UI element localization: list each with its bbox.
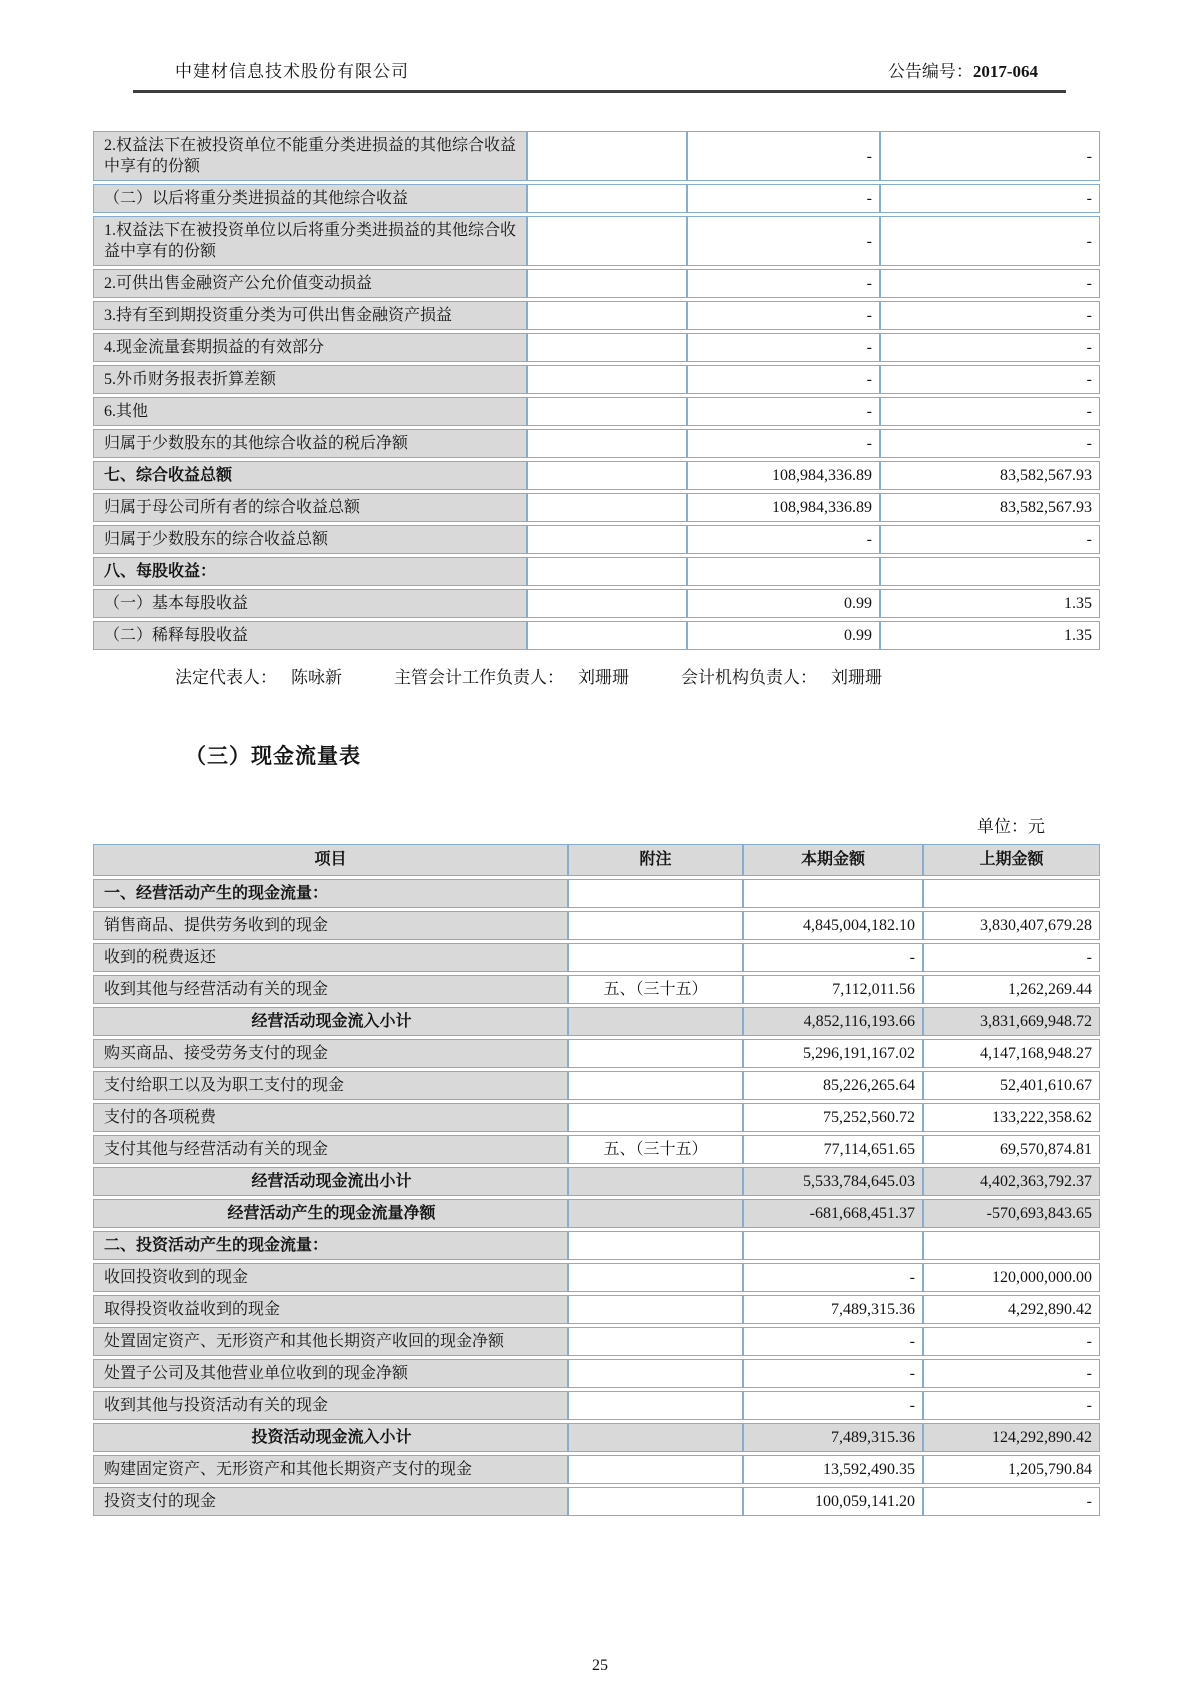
table-row: [93, 975, 1100, 1004]
prior-cell: [880, 557, 1100, 586]
table-row: [93, 1231, 1100, 1260]
prior-cell: -570,693,843.65: [923, 1199, 1100, 1228]
table-row: [93, 461, 1100, 490]
current-cell: -: [687, 184, 880, 213]
label-cell: 处置固定资产、无形资产和其他长期资产收回的现金净额: [93, 1327, 568, 1356]
table-row: [93, 1135, 1100, 1164]
note-cell: [568, 1391, 743, 1420]
prior-cell: 83,582,567.93: [880, 461, 1100, 490]
note-cell: [568, 879, 743, 908]
label-cell: 一、经营活动产生的现金流量：: [93, 879, 568, 908]
note-cell: [527, 461, 687, 490]
label-cell: 经营活动现金流入小计: [93, 1007, 568, 1036]
table-row: [93, 1487, 1100, 1516]
table-row: [93, 525, 1100, 554]
table-row: [93, 879, 1100, 908]
label-cell: 3.持有至到期投资重分类为可供出售金融资产损益: [93, 301, 527, 330]
note-cell: [568, 1487, 743, 1516]
label-cell: 投资支付的现金: [93, 1487, 568, 1516]
table-row: [93, 1359, 1100, 1388]
current-cell: -: [687, 525, 880, 554]
label-cell: 取得投资收益收到的现金: [93, 1295, 568, 1324]
note-cell: 五、（三十五）: [568, 1135, 743, 1164]
note-cell: [527, 525, 687, 554]
current-cell: 4,852,116,193.66: [743, 1007, 923, 1036]
table-row: [93, 943, 1100, 972]
current-cell: -: [687, 131, 880, 181]
current-cell: -: [687, 301, 880, 330]
table-row: [93, 365, 1100, 394]
prior-cell: 124,292,890.42: [923, 1423, 1100, 1452]
table-row: [93, 1327, 1100, 1356]
label-cell: 5.外币财务报表折算差额: [93, 365, 527, 394]
note-cell: [527, 589, 687, 618]
table-row: [93, 301, 1100, 330]
note-cell: [568, 1007, 743, 1036]
table-row: [93, 1295, 1100, 1324]
prior-cell: -: [880, 525, 1100, 554]
table-row: [93, 216, 1100, 266]
note-cell: [527, 557, 687, 586]
page-number: 25: [592, 1657, 608, 1674]
comprehensive-income-table: [93, 128, 1100, 653]
table-row: [93, 911, 1100, 940]
legal-rep-label: 法定代表人：: [175, 668, 277, 687]
label-cell: 七、综合收益总额: [93, 461, 527, 490]
note-cell: [568, 1359, 743, 1388]
note-cell: [527, 269, 687, 298]
label-cell: 购买商品、接受劳务支付的现金: [93, 1039, 568, 1068]
current-cell: 77,114,651.65: [743, 1135, 923, 1164]
table-row: [93, 131, 1100, 181]
accounting-dept-label: 会计机构负责人：: [681, 668, 817, 687]
table-row: [93, 1455, 1100, 1484]
note-cell: [568, 1423, 743, 1452]
prior-cell: 52,401,610.67: [923, 1071, 1100, 1100]
label-cell: 2.权益法下在被投资单位不能重分类进损益的其他综合收益中享有的份额: [93, 131, 527, 181]
table-row: [93, 1167, 1100, 1196]
current-cell: 75,252,560.72: [743, 1103, 923, 1132]
prior-cell: 69,570,874.81: [923, 1135, 1100, 1164]
label-cell: 经营活动产生的现金流量净额: [93, 1199, 568, 1228]
table-row: [93, 621, 1100, 650]
prior-cell: -: [880, 184, 1100, 213]
note-cell: [568, 943, 743, 972]
current-cell: 85,226,265.64: [743, 1071, 923, 1100]
note-cell: [527, 365, 687, 394]
note-cell: [568, 1295, 743, 1324]
note-cell: [527, 216, 687, 266]
prior-cell: 4,147,168,948.27: [923, 1039, 1100, 1068]
signature-line: [93, 663, 1100, 688]
note-cell: [527, 397, 687, 426]
current-cell: 7,489,315.36: [743, 1295, 923, 1324]
label-cell: 八、每股收益：: [93, 557, 527, 586]
label-cell: 处置子公司及其他营业单位收到的现金净额: [93, 1359, 568, 1388]
label-cell: 6.其他: [93, 397, 527, 426]
accounting-dept-name: 刘珊珊: [831, 668, 882, 687]
prior-cell: -: [880, 131, 1100, 181]
prior-cell: -: [923, 1327, 1100, 1356]
prior-cell: -: [923, 1391, 1100, 1420]
table-row: [93, 1263, 1100, 1292]
note-cell: [527, 429, 687, 458]
prior-cell: [923, 1231, 1100, 1260]
note-cell: [568, 911, 743, 940]
page-body: [93, 0, 1100, 1519]
note-cell: [568, 1231, 743, 1260]
prior-cell: 4,402,363,792.37: [923, 1167, 1100, 1196]
table-row: [93, 1039, 1100, 1068]
column-header-current-amount: 本期金额: [743, 844, 923, 876]
note-cell: [527, 184, 687, 213]
table-row: [93, 1007, 1100, 1036]
current-cell: -: [687, 333, 880, 362]
chief-accountant-name: 刘珊珊: [578, 668, 629, 687]
prior-cell: -: [880, 216, 1100, 266]
note-cell: [527, 301, 687, 330]
current-cell: 108,984,336.89: [687, 493, 880, 522]
label-cell: 二、投资活动产生的现金流量：: [93, 1231, 568, 1260]
table-row: [93, 1103, 1100, 1132]
prior-cell: 1.35: [880, 621, 1100, 650]
current-cell: -: [743, 943, 923, 972]
table-row: [93, 1423, 1100, 1452]
note-cell: [568, 1071, 743, 1100]
label-cell: 收到其他与投资活动有关的现金: [93, 1391, 568, 1420]
prior-cell: 1,205,790.84: [923, 1455, 1100, 1484]
note-cell: 五、（三十五）: [568, 975, 743, 1004]
label-cell: 归属于少数股东的综合收益总额: [93, 525, 527, 554]
prior-cell: [923, 879, 1100, 908]
prior-cell: 133,222,358.62: [923, 1103, 1100, 1132]
current-cell: 108,984,336.89: [687, 461, 880, 490]
prior-cell: 4,292,890.42: [923, 1295, 1100, 1324]
label-cell: 经营活动现金流出小计: [93, 1167, 568, 1196]
notice-number: [888, 57, 1038, 82]
notice-label: 公告编号：: [887, 62, 973, 81]
label-cell: 1.权益法下在被投资单位以后将重分类进损益的其他综合收益中享有的份额: [93, 216, 527, 266]
table-row: [93, 429, 1100, 458]
note-cell: [568, 1327, 743, 1356]
prior-cell: -: [880, 429, 1100, 458]
label-cell: 收回投资收到的现金: [93, 1263, 568, 1292]
current-cell: -: [743, 1327, 923, 1356]
current-cell: -: [743, 1263, 923, 1292]
section-title: （三）现金流量表: [185, 744, 361, 768]
table-row: [93, 269, 1100, 298]
prior-cell: 3,830,407,679.28: [923, 911, 1100, 940]
current-cell: 100,059,141.20: [743, 1487, 923, 1516]
table-row: [93, 1391, 1100, 1420]
notice-value: 2017-064: [972, 62, 1038, 81]
current-cell: 13,592,490.35: [743, 1455, 923, 1484]
table-row: [93, 557, 1100, 586]
current-cell: [687, 557, 880, 586]
label-cell: 购建固定资产、无形资产和其他长期资产支付的现金: [93, 1455, 568, 1484]
label-cell: 支付的各项税费: [93, 1103, 568, 1132]
table-row: [93, 493, 1100, 522]
label-cell: 归属于母公司所有者的综合收益总额: [93, 493, 527, 522]
current-cell: -: [687, 269, 880, 298]
cash-flow-table: [93, 841, 1100, 1519]
label-cell: 支付其他与经营活动有关的现金: [93, 1135, 568, 1164]
note-cell: [568, 1167, 743, 1196]
table-row: [93, 1199, 1100, 1228]
current-cell: 4,845,004,182.10: [743, 911, 923, 940]
table-row: [93, 589, 1100, 618]
label-cell: 收到其他与经营活动有关的现金: [93, 975, 568, 1004]
column-header-note: 附注: [568, 844, 743, 876]
table-row: [93, 333, 1100, 362]
table-row: [93, 1071, 1100, 1100]
label-cell: 投资活动现金流入小计: [93, 1423, 568, 1452]
header-divider: [133, 90, 1066, 93]
label-cell: 2.可供出售金融资产公允价值变动损益: [93, 269, 527, 298]
label-cell: 归属于少数股东的其他综合收益的税后净额: [93, 429, 527, 458]
column-header-prior-amount: 上期金额: [923, 844, 1100, 876]
prior-cell: 120,000,000.00: [923, 1263, 1100, 1292]
prior-cell: -: [923, 943, 1100, 972]
note-cell: [527, 493, 687, 522]
note-cell: [527, 131, 687, 181]
current-cell: -: [687, 365, 880, 394]
document-header: [93, 0, 1100, 82]
note-cell: [568, 1103, 743, 1132]
prior-cell: -: [880, 269, 1100, 298]
chief-accountant-label: 主管会计工作负责人：: [394, 668, 564, 687]
prior-cell: 3,831,669,948.72: [923, 1007, 1100, 1036]
prior-cell: -: [880, 333, 1100, 362]
current-cell: -: [687, 397, 880, 426]
cash-flow-header-row: [93, 844, 1100, 876]
prior-cell: -: [880, 301, 1100, 330]
current-cell: 5,296,191,167.02: [743, 1039, 923, 1068]
prior-cell: 1,262,269.44: [923, 975, 1100, 1004]
cash-flow-table-body: [93, 879, 1100, 1516]
label-cell: （一）基本每股收益: [93, 589, 527, 618]
current-cell: 7,112,011.56: [743, 975, 923, 1004]
label-cell: （二）以后将重分类进损益的其他综合收益: [93, 184, 527, 213]
unit-label: 单位：元: [977, 817, 1045, 836]
current-cell: 0.99: [687, 589, 880, 618]
table-row: [93, 184, 1100, 213]
prior-cell: 1.35: [880, 589, 1100, 618]
legal-rep-name: 陈咏新: [291, 668, 342, 687]
label-cell: （二）稀释每股收益: [93, 621, 527, 650]
column-header-item: 项目: [93, 844, 568, 876]
note-cell: [568, 1455, 743, 1484]
note-cell: [568, 1263, 743, 1292]
current-cell: 5,533,784,645.03: [743, 1167, 923, 1196]
prior-cell: -: [880, 365, 1100, 394]
prior-cell: 83,582,567.93: [880, 493, 1100, 522]
note-cell: [527, 333, 687, 362]
income-table-body: [93, 131, 1100, 650]
label-cell: 支付给职工以及为职工支付的现金: [93, 1071, 568, 1100]
prior-cell: -: [923, 1487, 1100, 1516]
label-cell: 销售商品、提供劳务收到的现金: [93, 911, 568, 940]
label-cell: 收到的税费返还: [93, 943, 568, 972]
current-cell: 7,489,315.36: [743, 1423, 923, 1452]
note-cell: [568, 1039, 743, 1068]
current-cell: -: [743, 1359, 923, 1388]
prior-cell: -: [880, 397, 1100, 426]
current-cell: -: [743, 1391, 923, 1420]
company-name: 中建材信息技术股份有限公司: [175, 62, 409, 81]
label-cell: 4.现金流量套期损益的有效部分: [93, 333, 527, 362]
current-cell: -: [687, 216, 880, 266]
prior-cell: -: [923, 1359, 1100, 1388]
current-cell: [743, 879, 923, 908]
table-row: [93, 397, 1100, 426]
current-cell: 0.99: [687, 621, 880, 650]
note-cell: [568, 1199, 743, 1228]
current-cell: -681,668,451.37: [743, 1199, 923, 1228]
current-cell: [743, 1231, 923, 1260]
note-cell: [527, 621, 687, 650]
current-cell: -: [687, 429, 880, 458]
